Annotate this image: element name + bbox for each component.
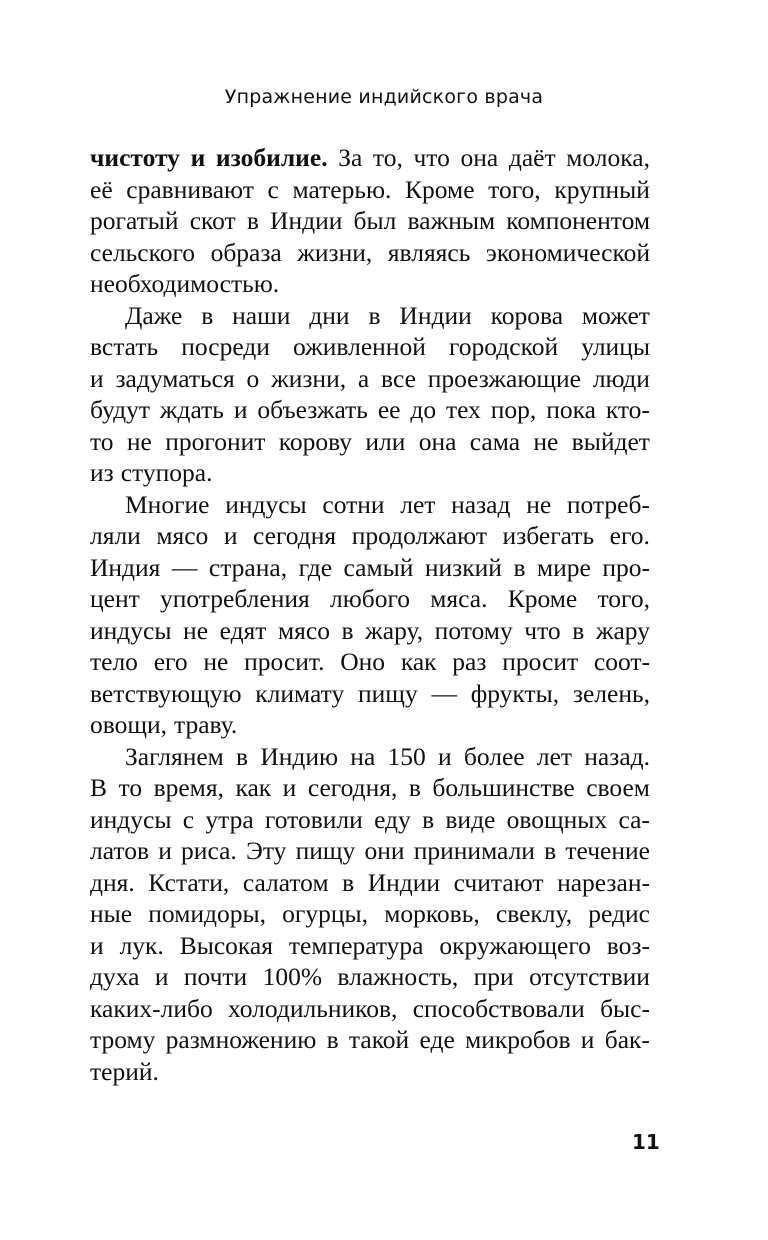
word: овощных <box>506 804 608 834</box>
word: Оно <box>340 647 386 676</box>
word: в <box>341 615 354 645</box>
word: Индии <box>367 867 441 897</box>
word: компонентом <box>506 206 650 235</box>
word: риса. <box>181 836 237 865</box>
word: сотни <box>322 489 385 519</box>
text-line <box>90 552 650 584</box>
word: размножению <box>165 1025 317 1054</box>
word: духа <box>90 962 140 991</box>
word: изобилие. <box>215 143 328 172</box>
text-line <box>90 142 650 174</box>
word: Индия <box>90 552 161 582</box>
word: такой <box>348 1025 410 1054</box>
word: и <box>233 395 248 424</box>
word: большинстве <box>432 773 575 802</box>
word: Многие <box>125 489 210 519</box>
word: жару, <box>365 615 424 645</box>
word: Заглянем <box>125 741 224 771</box>
word: способствовали <box>412 993 585 1023</box>
word: Кроме <box>507 584 578 613</box>
word: едят <box>219 615 267 645</box>
word: зелень, <box>572 678 650 708</box>
word: сегодня, <box>307 773 398 802</box>
word: ступора. <box>120 458 213 487</box>
word: Кстати, <box>148 867 230 897</box>
word: и <box>580 1025 595 1054</box>
text-line <box>90 426 650 458</box>
word: Высокая <box>179 930 273 960</box>
word: помидоры, <box>148 899 266 928</box>
word: считают <box>453 867 544 897</box>
paragraph <box>90 142 650 300</box>
word: и <box>282 773 297 802</box>
word: морковь, <box>384 899 480 928</box>
word: в <box>422 804 435 834</box>
word: низкий <box>424 552 502 582</box>
word: наши <box>232 300 291 330</box>
word: объезжать <box>257 395 368 424</box>
word: более <box>463 741 525 771</box>
word: как <box>235 773 272 802</box>
word: ветствующую <box>90 678 242 708</box>
word: 150 <box>387 741 426 771</box>
text-line <box>90 331 650 363</box>
word: пока <box>546 395 596 424</box>
word: огурцы, <box>282 899 369 928</box>
text-line <box>90 268 650 300</box>
word: рогатый <box>90 206 179 235</box>
word: сельского <box>90 237 196 267</box>
word: кто- <box>605 395 650 424</box>
text-line <box>90 867 650 899</box>
word: воз- <box>606 930 650 960</box>
running-head: Упражнение индийского врача <box>224 86 544 108</box>
word: они <box>364 836 405 865</box>
word: жизни, <box>297 237 373 267</box>
text-line <box>90 363 650 395</box>
word: температура <box>288 930 424 960</box>
word: виде <box>445 804 496 834</box>
word: не <box>533 426 559 456</box>
word: в <box>544 836 557 865</box>
word: еду <box>374 804 411 834</box>
word: пор, <box>490 395 537 424</box>
word: в <box>408 773 421 802</box>
word: соот- <box>593 647 650 676</box>
word: где <box>298 552 333 582</box>
word: скот <box>189 206 236 235</box>
word: дня. <box>90 867 135 897</box>
word: все <box>381 363 416 393</box>
word: За <box>338 143 363 172</box>
word: и <box>90 363 104 393</box>
word: и <box>158 836 172 865</box>
word: готовили <box>264 804 363 834</box>
word: в <box>368 300 381 330</box>
word: не <box>203 647 229 676</box>
word: задуматься <box>115 363 235 393</box>
word: и <box>154 962 169 991</box>
word: в <box>513 552 526 582</box>
word: Эту <box>245 836 287 865</box>
word: его. <box>609 521 650 550</box>
word: сегодня <box>253 521 337 550</box>
word: сама <box>469 426 521 456</box>
text-line <box>90 583 650 615</box>
word: улицы <box>581 332 650 361</box>
word: чистоту <box>90 143 180 172</box>
word: необходимостью. <box>90 269 280 298</box>
word: она <box>460 143 499 172</box>
word: что <box>524 615 561 645</box>
word: городской <box>448 332 559 361</box>
word: салатом <box>242 867 329 897</box>
word: являясь <box>387 237 471 267</box>
word: раз <box>452 647 487 676</box>
word: а <box>357 363 370 393</box>
word: важным <box>407 206 496 235</box>
word: и <box>223 521 238 550</box>
word: образа <box>210 237 282 267</box>
word: принимали <box>413 836 535 865</box>
word: страна, <box>208 552 288 582</box>
word: — <box>431 678 457 708</box>
word: Индии <box>399 300 472 330</box>
word: с <box>182 804 195 834</box>
text-line <box>90 741 650 773</box>
text-line <box>90 1024 650 1056</box>
word: Индии <box>270 206 343 235</box>
word: оживленной <box>293 332 426 361</box>
word: ждать <box>159 395 224 424</box>
word: то <box>90 426 114 456</box>
word: индусы <box>90 804 172 834</box>
paragraph <box>90 489 650 741</box>
word: не <box>526 489 552 519</box>
word: ее <box>377 395 401 424</box>
word: мяса. <box>430 584 488 613</box>
word: ные <box>90 899 133 928</box>
word: его <box>153 647 188 676</box>
word: не <box>183 615 209 645</box>
word: са- <box>618 804 650 834</box>
text-line <box>90 804 650 836</box>
word: на <box>350 741 376 771</box>
word: микробов <box>465 1025 571 1054</box>
word: индусы <box>90 615 172 645</box>
word: то, <box>372 143 403 172</box>
word: почти <box>183 962 248 991</box>
word: из <box>90 458 114 487</box>
word: матерью. <box>292 174 392 204</box>
word: избегать <box>502 521 595 550</box>
word: свеклу, <box>495 899 573 928</box>
word: экономической <box>485 237 650 267</box>
word: редис <box>588 899 650 928</box>
word: самый <box>343 552 414 582</box>
word: корову <box>278 426 352 456</box>
word: потреб- <box>566 489 650 519</box>
word: еде <box>419 1025 455 1054</box>
word: и <box>190 143 206 172</box>
word: нарезан- <box>557 867 650 897</box>
word: или <box>365 426 406 456</box>
word: течение <box>565 836 650 865</box>
word: о <box>246 363 260 393</box>
word: был <box>353 206 397 235</box>
word: влажность, <box>337 962 459 991</box>
text-line <box>90 930 650 962</box>
word: как <box>400 647 437 676</box>
word: каких-либо <box>90 993 213 1023</box>
word: употребления <box>160 584 310 613</box>
word: латов <box>90 836 149 865</box>
word: крупный <box>554 174 650 204</box>
word: отсутствии <box>529 962 650 991</box>
word: в <box>326 1025 339 1054</box>
text-line <box>90 394 650 426</box>
word: люди <box>592 363 650 393</box>
text-line <box>90 961 650 993</box>
word: сравнивают <box>126 174 254 204</box>
word: своем <box>586 773 650 802</box>
word: выйдет <box>571 426 650 456</box>
text-line <box>90 646 650 678</box>
paragraph <box>90 741 650 1088</box>
word: индусы <box>225 489 307 519</box>
word: траву. <box>174 710 238 739</box>
word: пищу <box>295 836 356 865</box>
text-line <box>90 615 650 647</box>
word: что <box>413 143 450 172</box>
word: до <box>410 395 437 424</box>
word: и <box>437 741 452 771</box>
word: в <box>342 867 355 897</box>
word: в <box>201 300 214 330</box>
word: лет <box>400 489 436 519</box>
word: потому <box>434 615 513 645</box>
word: проезжающие <box>427 363 581 393</box>
word: овощи, <box>90 710 168 739</box>
word: даёт <box>508 143 556 172</box>
text-line <box>90 772 650 804</box>
body-text <box>90 142 650 1087</box>
word: она <box>418 426 457 456</box>
word: то <box>118 773 143 802</box>
text-line <box>90 457 650 489</box>
word: встать <box>90 332 159 361</box>
text-line <box>90 898 650 930</box>
word: того, <box>597 584 650 613</box>
word: не <box>126 426 152 456</box>
text-line <box>90 205 650 237</box>
text-line <box>90 174 650 206</box>
word: ляли <box>90 521 141 550</box>
word: терий. <box>90 1056 159 1086</box>
word: В <box>90 773 108 802</box>
word: будут <box>90 395 151 424</box>
text-line <box>90 237 650 269</box>
word: молока, <box>566 143 650 172</box>
word: в <box>572 615 585 645</box>
word: любого <box>329 584 411 613</box>
word: её <box>90 174 113 204</box>
word: того, <box>488 174 541 204</box>
word: мясо <box>278 615 330 645</box>
word: жизни, <box>271 363 347 393</box>
text-line <box>90 709 650 741</box>
word: в <box>246 206 259 235</box>
word: про- <box>602 552 650 582</box>
word: климату <box>255 678 345 708</box>
word: прогонит <box>165 426 266 456</box>
word: окружающего <box>439 930 591 960</box>
word: дни <box>309 300 350 330</box>
word: мясо <box>156 521 209 550</box>
text-line <box>90 489 650 521</box>
word: посреди <box>181 332 270 361</box>
word: — <box>171 552 198 582</box>
word: тех <box>446 395 481 424</box>
word: продолжают <box>351 521 488 550</box>
text-line <box>90 993 650 1025</box>
word: назад. <box>584 741 650 771</box>
word: трому <box>90 1025 156 1054</box>
word: при <box>473 962 514 991</box>
text-line <box>90 520 650 552</box>
paragraph <box>90 300 650 489</box>
word: утра <box>205 804 254 834</box>
word: может <box>581 300 650 330</box>
word: фрукты, <box>470 678 560 708</box>
word: быс- <box>600 993 650 1023</box>
word: Индию <box>260 741 339 771</box>
word: тело <box>90 647 138 676</box>
text-line <box>90 1056 650 1088</box>
word: лет <box>536 741 573 771</box>
word: цент <box>90 584 140 613</box>
word: пищу <box>358 678 418 708</box>
word: и <box>90 930 104 960</box>
word: Даже <box>125 300 183 330</box>
word: просит. <box>244 647 325 676</box>
page-number: 11 <box>632 1130 660 1154</box>
word: лук. <box>119 930 164 960</box>
word: мире <box>536 552 591 582</box>
word: с <box>267 174 279 204</box>
word: холодильников, <box>227 993 398 1023</box>
word: в <box>236 741 249 771</box>
text-line <box>90 678 650 710</box>
text-line <box>90 835 650 867</box>
word: время, <box>153 773 224 802</box>
word: корова <box>490 300 564 330</box>
word: просит <box>502 647 579 676</box>
word: назад <box>451 489 511 519</box>
word: бак- <box>604 1025 650 1054</box>
word: жару <box>595 615 650 645</box>
word: Кроме <box>405 174 475 204</box>
text-line <box>90 300 650 332</box>
word: 100% <box>262 962 323 991</box>
